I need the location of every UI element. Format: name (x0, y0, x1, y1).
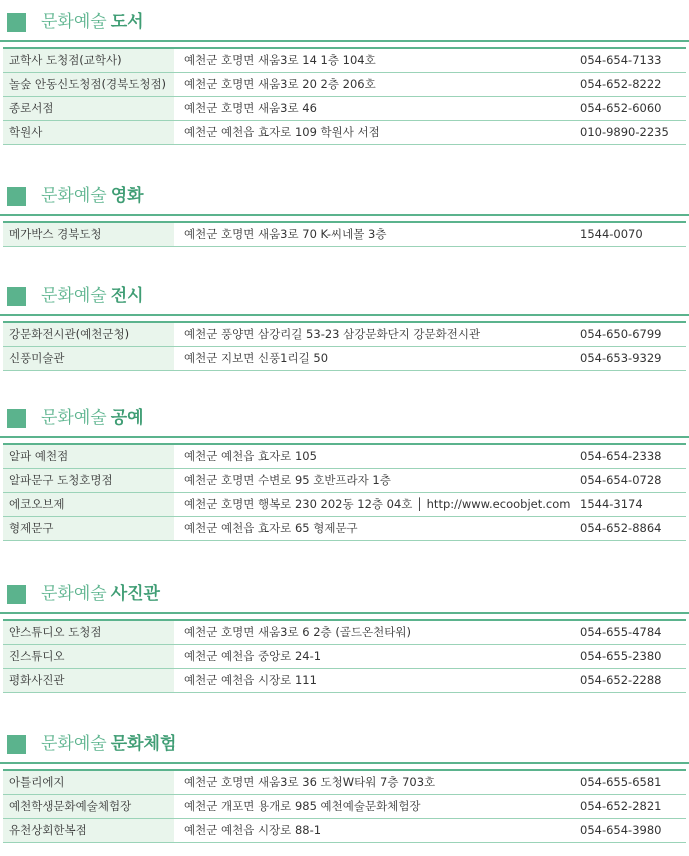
place-phone: 054-654-0728 (580, 473, 662, 487)
place-phone: 054-652-2288 (580, 673, 662, 687)
section-title (41, 11, 144, 33)
section-2 (0, 279, 689, 365)
place-address: 예천군 예천읍 효자로 109 학원사 서점 (184, 125, 380, 139)
place-address: 예천군 호명면 행복로 230 202동 12층 04호 │ http://www.ecoobjet.com (184, 497, 571, 511)
place-phone: 054-655-4784 (580, 625, 662, 639)
place-address: 예천군 예천읍 시장로 88-1 (184, 823, 322, 837)
directory-table (3, 619, 686, 693)
section-header (0, 577, 689, 614)
section-title-prefix: 문화예술 (41, 12, 107, 32)
place-address: 예천군 호명면 새움3로 70 K-씨네몰 3층 (184, 227, 387, 241)
section-1 (0, 179, 689, 241)
place-address: 예천군 예천읍 효자로 105 (184, 449, 317, 463)
place-name: 알파 예천점 (3, 445, 174, 468)
section-title-category: 영화 (110, 186, 144, 206)
place-name: 놀숲 안동신도청점(경북도청점) (3, 73, 174, 96)
table-row (3, 121, 686, 145)
place-name: 알파문구 도청호명점 (3, 469, 174, 492)
place-name: 형제문구 (3, 517, 174, 540)
place-address: 예천군 호명면 새움3로 46 (184, 101, 317, 115)
place-phone: 1544-0070 (580, 227, 643, 241)
place-address: 예천군 예천읍 효자로 65 형제문구 (184, 521, 358, 535)
section-5 (0, 727, 689, 837)
place-name: 평화사진관 (3, 669, 174, 692)
section-0 (0, 5, 689, 139)
place-phone: 054-652-6060 (580, 101, 662, 115)
table-row (3, 771, 686, 795)
place-phone: 054-654-2338 (580, 449, 662, 463)
section-title-prefix: 문화예술 (41, 286, 107, 306)
section-header (0, 5, 689, 42)
place-phone: 054-652-8864 (580, 521, 662, 535)
place-name: 신풍미술관 (3, 347, 174, 370)
section-marker-square (7, 187, 26, 206)
section-3 (0, 401, 689, 535)
place-phone: 054-653-9329 (580, 351, 662, 365)
place-name: 학원사 (3, 121, 174, 144)
place-phone: 054-650-6799 (580, 327, 662, 341)
section-title-category: 문화체험 (110, 734, 177, 754)
place-name: 종로서점 (3, 97, 174, 120)
table-row (3, 819, 686, 843)
place-phone: 054-654-3980 (580, 823, 662, 837)
place-phone: 054-654-7133 (580, 53, 662, 67)
directory-table (3, 221, 686, 247)
place-name: 예천학생문화예술체험장 (3, 795, 174, 818)
place-name: 교학사 도청점(교학사) (3, 49, 174, 72)
section-header (0, 727, 689, 764)
directory-table (3, 443, 686, 541)
table-row (3, 223, 686, 247)
place-phone: 054-652-2821 (580, 799, 662, 813)
table-row (3, 323, 686, 347)
section-header (0, 179, 689, 216)
table-row (3, 73, 686, 97)
table-row (3, 517, 686, 541)
place-name: 유천상회한복점 (3, 819, 174, 842)
place-address: 예천군 호명면 새움3로 14 1층 104호 (184, 53, 376, 67)
place-address: 예천군 호명면 수변로 95 호반프라자 1층 (184, 473, 391, 487)
place-name: 강문화전시관(예천군청) (3, 323, 174, 346)
place-name: 메가박스 경북도청 (3, 223, 174, 246)
section-marker-square (7, 409, 26, 428)
table-row (3, 49, 686, 73)
place-address: 예천군 풍양면 삼강리길 53-23 삼강문화단지 강문화전시관 (184, 327, 481, 341)
section-title-category: 전시 (110, 286, 144, 306)
section-title (41, 583, 160, 605)
section-title (41, 407, 144, 429)
section-title-prefix: 문화예술 (41, 186, 107, 206)
place-phone: 054-652-8222 (580, 77, 662, 91)
section-title (41, 285, 144, 307)
table-row (3, 445, 686, 469)
place-address: 예천군 호명면 새움3로 20 2층 206호 (184, 77, 376, 91)
section-title-prefix: 문화예술 (41, 584, 107, 604)
table-row (3, 795, 686, 819)
place-name: 아틀리에지 (3, 771, 174, 794)
table-row (3, 347, 686, 371)
place-name: 에코오브제 (3, 493, 174, 516)
table-row (3, 469, 686, 493)
place-phone: 054-655-2380 (580, 649, 662, 663)
section-marker-square (7, 585, 26, 604)
table-row (3, 493, 686, 517)
place-address: 예천군 예천읍 중앙로 24-1 (184, 649, 322, 663)
section-header (0, 279, 689, 316)
section-4 (0, 577, 689, 687)
place-address: 예천군 지보면 신풍1리길 50 (184, 351, 329, 365)
place-phone: 054-655-6581 (580, 775, 662, 789)
place-name: 얀스튜디오 도청점 (3, 621, 174, 644)
place-address: 예천군 개포면 용개로 985 예천예술문화체험장 (184, 799, 421, 813)
section-header (0, 401, 689, 438)
section-marker-square (7, 13, 26, 32)
directory-table (3, 47, 686, 145)
section-title-category: 도서 (110, 12, 144, 32)
section-title (41, 733, 176, 755)
place-address: 예천군 호명면 새움3로 6 2층 (골드온천타워) (184, 625, 411, 639)
section-title-prefix: 문화예술 (41, 734, 107, 754)
table-row (3, 645, 686, 669)
section-title-category: 공예 (110, 408, 144, 428)
section-title-prefix: 문화예술 (41, 408, 107, 428)
section-title-category: 사진관 (110, 584, 160, 604)
table-row (3, 669, 686, 693)
section-marker-square (7, 735, 26, 754)
place-name: 진스튜디오 (3, 645, 174, 668)
place-address: 예천군 예천읍 시장로 111 (184, 673, 317, 687)
section-marker-square (7, 287, 26, 306)
directory-table (3, 769, 686, 843)
section-title (41, 185, 144, 207)
place-phone: 010-9890-2235 (580, 125, 669, 139)
place-address: 예천군 호명면 새움3로 36 도청W타워 7층 703호 (184, 775, 436, 789)
table-row (3, 97, 686, 121)
table-row (3, 621, 686, 645)
directory-table (3, 321, 686, 371)
place-phone: 1544-3174 (580, 497, 643, 511)
